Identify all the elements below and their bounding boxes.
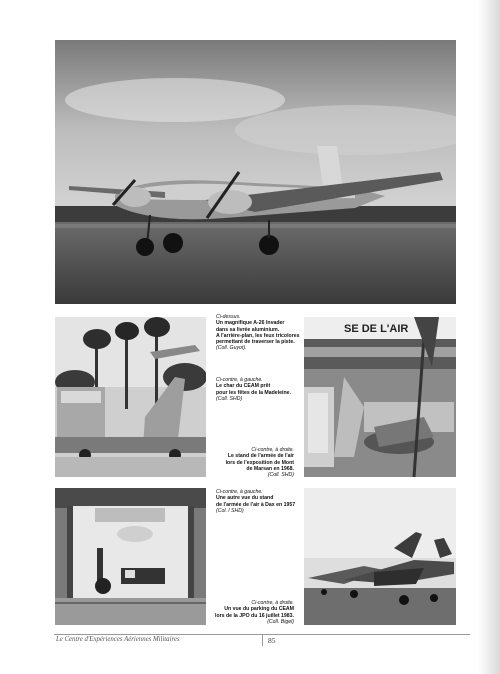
photo-char-ceam [55, 317, 206, 477]
caption-char-ceam [216, 377, 306, 402]
caption-line: lors de la JPO du 16 juillet 1983. [215, 612, 294, 619]
caption-a26 [216, 314, 306, 352]
caption-credit: (Coll. Guyot). [216, 345, 247, 352]
caption-line: Le stand de l'armée de l'air [227, 453, 294, 460]
photo-a26-invader [55, 40, 456, 304]
page-number: 85 [268, 636, 276, 645]
caption-lead: Ci-dessus. [216, 314, 241, 320]
caption-credit: (Col. l SHD) [216, 507, 244, 514]
caption-line: Un vue du parking du CEAM [224, 606, 294, 613]
caption-line: Un magnifique A-26 Invader [216, 320, 285, 327]
caption-lead: Ci-contre, à droite. [251, 447, 294, 453]
caption-credit: (Coll. SHD) [267, 472, 294, 479]
photo-stand-dax [55, 488, 206, 625]
caption-line: A l'arrière-plan, les feux tricolores [216, 332, 300, 339]
caption-parking-ceam [200, 600, 294, 625]
caption-line: dans sa livrée aluminium. [216, 326, 280, 333]
caption-lead: Ci-contre, à gauche. [216, 377, 263, 383]
footer-separator [262, 634, 263, 646]
caption-lead: Ci-contre, à droite. [251, 600, 294, 606]
caption-stand-mont-de-marsan [200, 447, 294, 478]
caption-stand-dax [216, 489, 310, 514]
caption-line: Une autre vue du stand [216, 495, 274, 502]
page-edge-shadow [478, 0, 500, 674]
caption-line: pour les fêtes de la Madeleine. [216, 389, 291, 396]
caption-credit: (Coll. SHD) [216, 395, 243, 402]
footer-title: Le Centre d'Expériences Aériennes Militaires [56, 636, 180, 643]
caption-line: de l'armée de l'air à Dax en 1957 [216, 501, 296, 508]
caption-line: Le char du CEAM prêt [216, 383, 271, 390]
caption-lead: Ci-contre, à gauche. [216, 489, 263, 495]
photo-stand-armee-air [304, 317, 456, 477]
photo-parking-ceam [304, 488, 456, 625]
caption-credit: (Coll. Bigel) [267, 618, 294, 625]
caption-line: de Marsan en 1968. [246, 465, 294, 472]
stand-banner-text: SE DE L'AIR [344, 323, 409, 335]
caption-line: permettant de traverser la piste. [216, 339, 295, 346]
caption-line: lors de l'exposition de Mont [225, 459, 294, 466]
